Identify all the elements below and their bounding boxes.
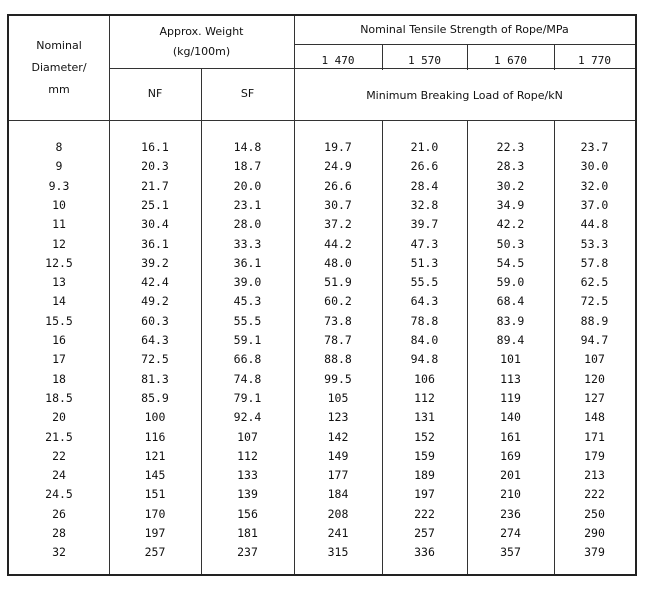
cell-weight-nf: 39.2 (141, 255, 169, 270)
table-row (9, 215, 635, 234)
cell-load-1770: 37.0 (580, 197, 609, 212)
cell-load-1470: 44.2 (324, 236, 352, 251)
cell-load-1470: 142 (327, 429, 349, 444)
cell-load-1770: 62.5 (580, 275, 609, 290)
cell-load-1770: 148 (584, 410, 605, 425)
cell-load-1770: 120 (584, 371, 605, 386)
cell-load-1570: 112 (414, 390, 435, 405)
cell-load-1770: 88.9 (580, 313, 609, 328)
cell-load-1570: 189 (414, 468, 435, 483)
cell-diameter: 8 (55, 140, 63, 155)
cell-load-1770: 213 (584, 468, 605, 483)
cell-load-1670: 169 (500, 448, 521, 463)
cell-load-1670: 83.9 (496, 313, 525, 328)
cell-weight-sf: 14.8 (233, 140, 262, 155)
cell-load-1770: 32.0 (580, 178, 609, 193)
cell-load-1470: 30.7 (324, 197, 352, 212)
cell-load-1670: 34.9 (496, 197, 525, 212)
cell-weight-nf: 25.1 (141, 197, 169, 212)
cell-diameter: 12 (52, 236, 66, 251)
cell-diameter: 9 (55, 159, 63, 174)
cell-load-1470: 149 (327, 448, 349, 463)
header-min-breaking: Minimum Breaking Load of Rope/kN (366, 88, 563, 102)
cell-load-1570: 28.4 (410, 178, 439, 193)
cell-diameter: 20 (52, 410, 66, 425)
cell-load-1670: 50.3 (496, 236, 525, 251)
table-row (9, 177, 635, 196)
cell-weight-sf: 33.3 (233, 236, 262, 251)
cell-load-1570: 55.5 (410, 275, 439, 290)
table-row (9, 157, 635, 176)
cell-weight-nf: 85.9 (141, 390, 169, 405)
cell-weight-sf: 66.8 (233, 352, 262, 367)
cell-weight-nf: 257 (144, 545, 166, 560)
header-nominal-tensile: Nominal Tensile Strength of Rope/MPa (360, 22, 569, 36)
header-strength-1770: 1 770 (577, 53, 612, 67)
cell-load-1570: 78.8 (410, 313, 439, 328)
cell-load-1470: 208 (327, 506, 349, 521)
cell-load-1570: 47.3 (410, 236, 439, 251)
cell-weight-nf: 116 (144, 429, 166, 444)
cell-load-1770: 171 (584, 429, 605, 444)
cell-load-1670: 140 (500, 410, 521, 425)
header-strength-1470: 1 470 (321, 53, 355, 67)
cell-load-1770: 53.3 (580, 236, 609, 251)
cell-load-1670: 119 (500, 390, 521, 405)
cell-load-1570: 336 (414, 545, 435, 560)
cell-weight-sf: 59.1 (233, 333, 262, 348)
cell-load-1470: 78.7 (324, 333, 352, 348)
cell-weight-nf: 42.4 (141, 275, 169, 290)
cell-load-1670: 89.4 (496, 333, 525, 348)
cell-load-1670: 54.5 (496, 255, 525, 270)
cell-load-1670: 59.0 (496, 275, 525, 290)
cell-load-1670: 357 (500, 545, 521, 560)
cell-diameter: 32 (52, 545, 66, 560)
cell-diameter: 28 (52, 526, 66, 541)
header-sf: SF (240, 86, 255, 100)
cell-load-1570: 64.3 (410, 294, 439, 309)
cell-weight-nf: 30.4 (141, 217, 169, 232)
cell-weight-sf: 55.5 (233, 313, 262, 328)
cell-weight-nf: 60.3 (141, 313, 169, 328)
table-row (9, 312, 635, 331)
cell-weight-nf: 81.3 (141, 371, 169, 386)
cell-load-1770: 290 (584, 526, 605, 541)
cell-diameter: 10 (52, 197, 66, 212)
cell-diameter: 26 (52, 506, 66, 521)
cell-weight-nf: 20.3 (141, 159, 169, 174)
header-weight-line2: (kg/100m) (172, 45, 231, 58)
cell-load-1470: 26.6 (324, 178, 352, 193)
table-row (9, 543, 635, 562)
cell-load-1670: 161 (500, 429, 521, 444)
table-row (9, 428, 635, 447)
cell-load-1470: 51.9 (324, 275, 352, 290)
cell-load-1570: 32.8 (410, 197, 439, 212)
cell-load-1570: 152 (414, 429, 435, 444)
header-nominal-diameter (9, 16, 109, 120)
table-row (9, 466, 635, 485)
cell-diameter: 24.5 (45, 487, 73, 502)
cell-load-1570: 131 (414, 410, 435, 425)
header-nominal-line3: mm (48, 83, 70, 96)
table-row (9, 370, 635, 389)
cell-load-1570: 197 (414, 487, 435, 502)
cell-load-1670: 28.3 (496, 159, 525, 174)
table-row (9, 331, 635, 350)
table-row (9, 524, 635, 543)
cell-load-1770: 57.8 (580, 255, 609, 270)
cell-weight-sf: 23.1 (233, 197, 262, 212)
cell-diameter: 18.5 (45, 390, 73, 405)
table-row (9, 196, 635, 215)
header-nominal-line2: Diameter/ (31, 61, 87, 74)
cell-diameter: 21.5 (45, 429, 73, 444)
cell-load-1470: 315 (327, 545, 349, 560)
table-row (9, 505, 635, 524)
cell-weight-nf: 197 (144, 526, 166, 541)
table-row (9, 408, 635, 427)
cell-load-1770: 107 (584, 352, 605, 367)
header-strength-1570: 1 570 (407, 53, 442, 67)
cell-weight-sf: 79.1 (233, 390, 262, 405)
header-approx-weight (109, 16, 294, 68)
cell-load-1670: 274 (500, 526, 521, 541)
cell-weight-sf: 156 (237, 506, 258, 521)
header-nominal-line1: Nominal (36, 39, 82, 52)
cell-diameter: 13 (52, 275, 66, 290)
cell-weight-sf: 18.7 (233, 159, 262, 174)
cell-load-1670: 201 (500, 468, 521, 483)
cell-load-1470: 24.9 (324, 159, 352, 174)
cell-load-1570: 51.3 (410, 255, 439, 270)
cell-load-1670: 68.4 (496, 294, 525, 309)
cell-load-1770: 222 (584, 487, 605, 502)
cell-load-1670: 113 (500, 371, 521, 386)
cell-weight-nf: 151 (144, 487, 166, 502)
cell-load-1670: 42.2 (496, 217, 525, 232)
cell-load-1570: 159 (414, 448, 435, 463)
cell-load-1570: 257 (414, 526, 435, 541)
cell-weight-sf: 107 (237, 429, 258, 444)
table-row (9, 235, 635, 254)
table-row (9, 254, 635, 273)
cell-load-1770: 179 (584, 448, 605, 463)
cell-load-1470: 88.8 (324, 352, 352, 367)
cell-load-1470: 241 (327, 526, 349, 541)
table-row (9, 273, 635, 292)
cell-diameter: 15.5 (45, 313, 73, 328)
cell-weight-sf: 74.8 (233, 371, 262, 386)
table-row (9, 138, 635, 157)
cell-weight-sf: 139 (237, 487, 258, 502)
cell-weight-sf: 28.0 (233, 217, 262, 232)
cell-load-1470: 123 (327, 410, 349, 425)
cell-load-1570: 21.0 (410, 140, 439, 155)
cell-load-1770: 30.0 (580, 159, 609, 174)
cell-diameter: 9.3 (48, 178, 70, 193)
cell-weight-sf: 36.1 (233, 255, 262, 270)
cell-load-1670: 30.2 (496, 178, 525, 193)
cell-weight-nf: 170 (144, 506, 166, 521)
row-divider (294, 44, 635, 45)
table-row (9, 447, 635, 466)
cell-weight-nf: 16.1 (141, 140, 169, 155)
table-row (9, 350, 635, 369)
cell-diameter: 12.5 (45, 255, 73, 270)
table-row (9, 292, 635, 311)
cell-load-1670: 101 (500, 352, 521, 367)
cell-weight-nf: 145 (144, 468, 166, 483)
cell-weight-nf: 64.3 (141, 333, 169, 348)
cell-weight-nf: 100 (144, 410, 166, 425)
cell-load-1470: 184 (327, 487, 349, 502)
cell-load-1570: 26.6 (410, 159, 439, 174)
cell-load-1770: 379 (584, 545, 605, 560)
cell-load-1570: 84.0 (410, 333, 439, 348)
cell-load-1570: 222 (414, 506, 435, 521)
cell-load-1470: 105 (327, 390, 349, 405)
cell-weight-sf: 181 (237, 526, 258, 541)
cell-load-1770: 72.5 (580, 294, 609, 309)
cell-load-1470: 37.2 (324, 217, 352, 232)
cell-weight-nf: 36.1 (141, 236, 169, 251)
cell-weight-nf: 121 (144, 448, 166, 463)
cell-diameter: 17 (52, 352, 66, 367)
cell-weight-sf: 39.0 (233, 275, 262, 290)
cell-load-1770: 23.7 (580, 140, 609, 155)
cell-load-1570: 94.8 (410, 352, 439, 367)
cell-diameter: 16 (52, 333, 66, 348)
cell-load-1770: 250 (584, 506, 605, 521)
cell-weight-nf: 21.7 (141, 178, 169, 193)
table-row (9, 389, 635, 408)
cell-weight-sf: 20.0 (233, 178, 262, 193)
cell-weight-nf: 72.5 (141, 352, 169, 367)
cell-load-1670: 236 (500, 506, 521, 521)
cell-diameter: 22 (52, 448, 66, 463)
cell-weight-sf: 112 (237, 448, 258, 463)
header-strength-1670: 1 670 (493, 53, 528, 67)
cell-weight-sf: 133 (237, 468, 258, 483)
cell-diameter: 14 (52, 294, 66, 309)
cell-load-1470: 73.8 (324, 313, 352, 328)
cell-load-1770: 44.8 (580, 217, 609, 232)
cell-diameter: 18 (52, 371, 66, 386)
row-divider (9, 120, 635, 121)
header-weight-line1: Approx. Weight (159, 25, 244, 38)
table-row (9, 485, 635, 504)
cell-diameter: 11 (52, 217, 66, 232)
cell-load-1770: 127 (584, 390, 605, 405)
cell-load-1470: 19.7 (324, 140, 352, 155)
cell-weight-sf: 45.3 (233, 294, 262, 309)
cell-load-1470: 60.2 (324, 294, 352, 309)
cell-load-1570: 39.7 (410, 217, 439, 232)
cell-load-1470: 48.0 (324, 255, 352, 270)
cell-diameter: 24 (52, 468, 66, 483)
cell-weight-nf: 49.2 (141, 294, 169, 309)
cell-load-1570: 106 (414, 371, 435, 386)
cell-load-1770: 94.7 (580, 333, 609, 348)
header-nf: NF (147, 86, 163, 100)
cell-load-1670: 210 (500, 487, 521, 502)
rope-table (7, 14, 637, 576)
cell-load-1670: 22.3 (496, 140, 525, 155)
cell-weight-sf: 92.4 (233, 410, 262, 425)
cell-weight-sf: 237 (237, 545, 258, 560)
cell-load-1470: 177 (327, 468, 349, 483)
cell-load-1470: 99.5 (324, 371, 352, 386)
